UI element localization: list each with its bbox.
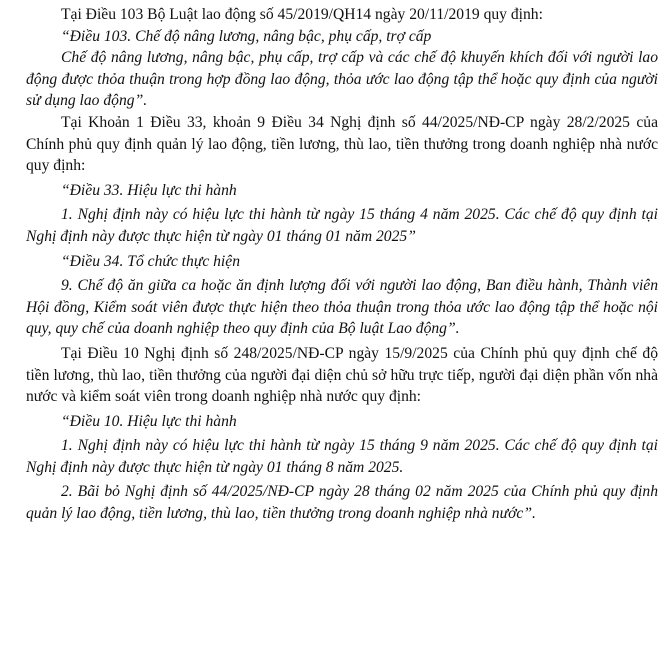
quote-article-34-body: 9. Chế độ ăn giữa ca hoặc ăn định lượng đối với người lao động, Ban điều hành, Thành viên Hội đồng, Kiểm soát viên được thực hiện theo thỏa thuận trong thỏa ước lao động tập thể hoặc nội quy, quy chế của doanh nghiệp theo quy định của Bộ luật Lao động”. xyxy=(26,277,658,338)
quote-article-103-body: Chế độ nâng lương, nâng bậc, phụ cấp, trợ cấp và các chế độ khuyến khích đối với người lao động được thỏa thuận trong hợp đồng lao động, thỏa ước lao động tập thể hoặc quy định của người sử dụng lao động”. xyxy=(26,49,658,110)
quote-article-10-clause-1: 1. Nghị định này có hiệu lực thi hành từ ngày 15 tháng 9 năm 2025. Các chế độ quy định tại Nghị định này được thực hiện từ ngày 01 tháng 8 năm 2025. xyxy=(26,437,658,476)
quote-article-10-clause-2: 2. Bãi bỏ Nghị định số 44/2025/NĐ-CP ngày 28 tháng 02 năm 2025 của Chính phủ quy định quản lý lao động, tiền lương, thù lao, tiền thưởng trong doanh nghiệp nhà nước”. xyxy=(26,483,658,523)
quote-article-103-heading: “Điều 103. Chế độ nâng lương, nâng bậc, phụ cấp, trợ cấp xyxy=(61,27,432,45)
quote-article-33-heading: “Điều 33. Hiệu lực thi hành xyxy=(61,181,237,199)
quote-article-10-heading: “Điều 10. Hiệu lực thi hành xyxy=(61,412,237,430)
quote-article-33-body: 1. Nghị định này có hiệu lực thi hành từ ngày 15 tháng 4 năm 2025. Các chế độ quy định tại Nghị định này được thực hiện từ ngày 01 tháng 01 năm 2025” xyxy=(26,206,658,245)
intro-article-103: Tại Điều 103 Bộ Luật lao động số 45/2019/QH14 ngày 20/11/2019 quy định: xyxy=(61,6,543,23)
intro-decree-248: Tại Điều 10 Nghị định số 248/2025/NĐ-CP ngày 15/9/2025 của Chính phủ quy định chế độ tiền lương, thù lao, tiền thưởng của người đại diện chủ sở hữu trực tiếp, người đại diện phần vốn nhà nước và kiểm soát viên trong doanh nghiệp nhà nước quy định: xyxy=(26,344,658,406)
intro-decree-44: Tại Khoản 1 Điều 33, khoản 9 Điều 34 Nghị định số 44/2025/NĐ-CP ngày 28/2/2025 của Chính phủ quy định quản lý lao động, tiền lương, thù lao, tiền thưởng trong doanh nghiệp nhà nước quy định: xyxy=(26,113,658,175)
quote-article-34-heading: “Điều 34. Tổ chức thực hiện xyxy=(61,252,240,270)
